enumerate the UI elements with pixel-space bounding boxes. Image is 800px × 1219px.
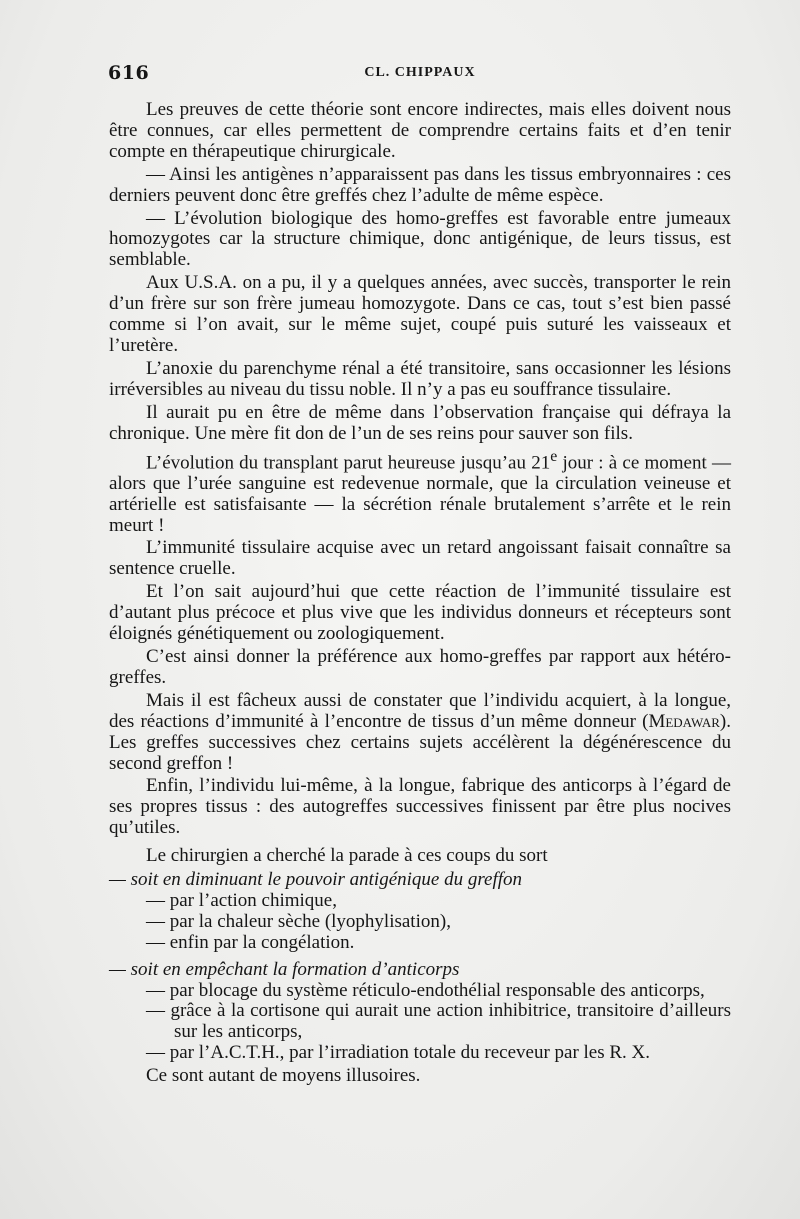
- page-header: [0, 62, 800, 86]
- paragraph-11-start: Mais il est fâcheux aussi de constater que l’individu acquiert, à la longue, des réactions d’immunité à l’encontre de tissus d’un même donneur (: [109, 689, 731, 732]
- list-1-title: — soit en diminuant le pouvoir antigénique du greffon: [109, 869, 523, 891]
- author-name: Medawar: [648, 710, 720, 732]
- list-1-item: — par l’action chimique,: [146, 889, 337, 911]
- paragraph-7-end: jour : à ce moment — alors que l’urée sanguine est redevenue normale, que la circulation veineuse et artérielle est satisfaisante — la sécrétion rénale brutalement s’arrête et le rein meurt !: [109, 451, 731, 536]
- paragraph-3: — L’évolution biologique des homo-greffes est favorable entre jumeaux homozygotes car la structure chimique, donc antigénique, de leurs tissus, est semblable.: [109, 207, 731, 271]
- paragraph-7: [109, 447, 731, 537]
- paragraph-11: [109, 691, 731, 775]
- body-text: [109, 100, 731, 1087]
- paragraph-4: Aux U.S.A. on a pu, il y a quelques années, avec succès, transporter le rein d’un frère sur son frère jumeau homozygote. Dans ce cas, tout s’est bien passé comme si l’on avait, sur le même sujet, coupé puis suturé les vaisseaux et l’uretère.: [109, 272, 731, 356]
- paragraph-1: Les preuves de cette théorie sont encore indirectes, mais elles doivent nous être connues, car elles permettent de comprendre certains faits et d’en tenir compte en thérapeutique chirurgicale.: [109, 99, 731, 162]
- paragraph-7-start: L’évolution du transplant parut heureuse jusqu’au 21: [146, 451, 551, 473]
- paragraph-5: L’anoxie du parenchyme rénal a été transitoire, sans occasionner les lésions irréversibles au niveau du tissu noble. Il n’y a pas eu souffrance tissulaire.: [109, 357, 731, 400]
- paragraph-6: Il aurait pu en être de même dans l’observation française qui défraya la chronique. Une mère fit don de l’un de ses reins pour sauver son fils.: [109, 401, 731, 444]
- paragraph-11-end: ). Les greffes successives chez certains sujets accélèrent la dégénérescence du second greffon !: [109, 710, 731, 774]
- paragraph-2: — Ainsi les antigènes n’apparaissent pas dans les tissus embryonnaires : ces derniers peuvent donc être greffés chez l’adulte de même espèce.: [109, 163, 731, 206]
- paragraph-14: Ce sont autant de moyens illusoires.: [146, 1065, 421, 1087]
- running-head: CL. CHIPPAUX: [364, 65, 476, 80]
- list-2-item: — par blocage du système réticulo-endothélial responsable des anticorps,: [146, 979, 705, 1001]
- list-1-item: — enfin par la congélation.: [146, 931, 355, 953]
- list-1-item: — par la chaleur sèche (lyophylisation),: [146, 910, 451, 932]
- paragraph-8: L’immunité tissulaire acquise avec un retard angoissant faisait connaître sa sentence cruelle.: [109, 537, 731, 580]
- paragraph-9: Et l’on sait aujourd’hui que cette réaction de l’immunité tissulaire est d’autant plus précoce et plus vive que les individus donneurs et récepteurs sont éloignés génétiquement ou zoologiquement.: [109, 581, 731, 645]
- paragraph-13: Le chirurgien a cherché la parade à ces coups du sort: [146, 845, 548, 867]
- paragraph-10: C’est ainsi donner la préférence aux homo-greffes par rapport aux hétéro-greffes.: [109, 645, 731, 688]
- paragraph-12: Enfin, l’individu lui-même, à la longue, fabrique des anticorps à l’égard de ses propres tissus : des autogreffes successives finissent par être plus nocives qu’utiles.: [109, 775, 731, 839]
- list-2-item: — grâce à la cortisone qui aurait une action inhibitrice, transitoire d’ailleurs sur les anticorps,: [146, 1000, 731, 1043]
- ordinal-suffix: e: [550, 447, 558, 465]
- list-2-item: — par l’A.C.T.H., par l’irradiation totale du receveur par les R. X.: [146, 1042, 651, 1064]
- list-2-title: — soit en empêchant la formation d’anticorps: [109, 958, 460, 980]
- page-number: 616: [108, 62, 150, 84]
